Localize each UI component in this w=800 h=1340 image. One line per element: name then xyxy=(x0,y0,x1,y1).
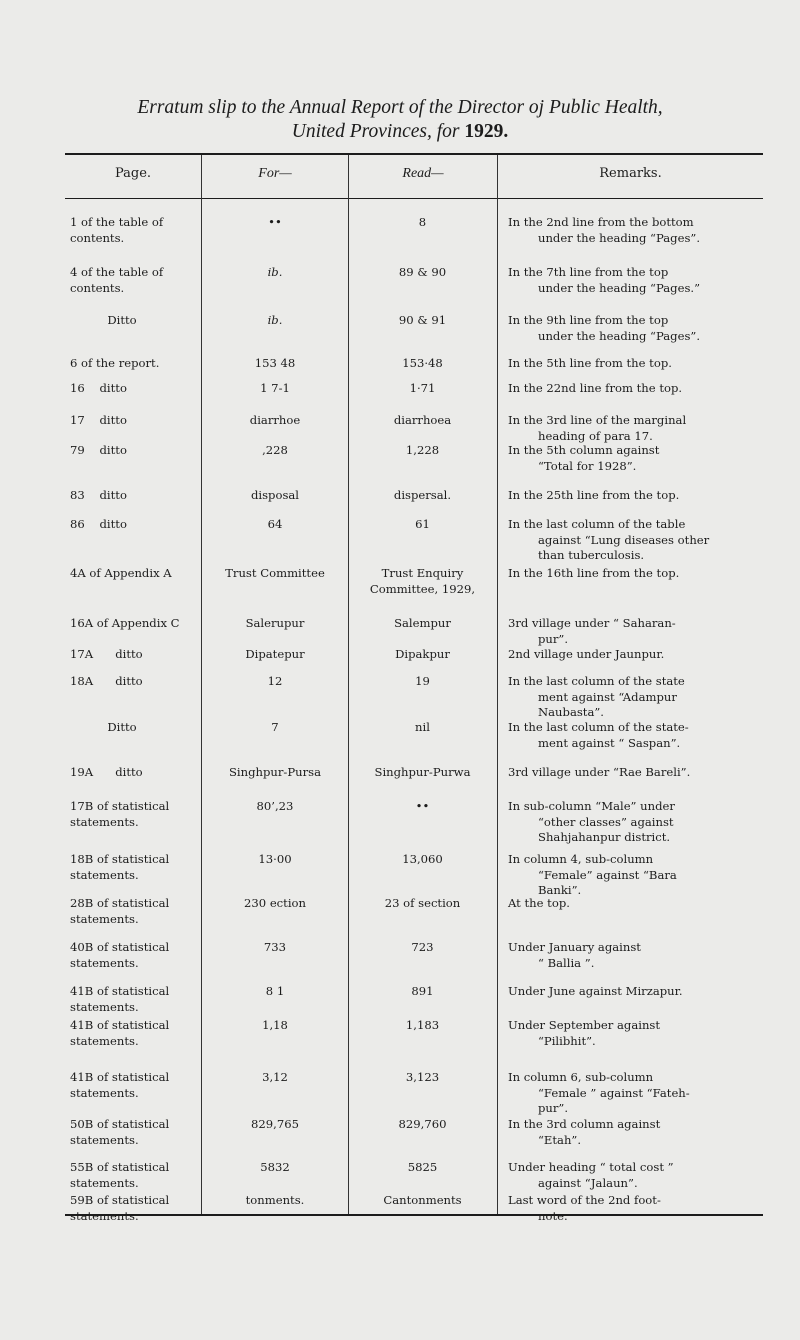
cell-remarks xyxy=(508,940,790,971)
cell-page-line: statements. xyxy=(70,1085,139,1100)
cell-for: Salerupur xyxy=(245,616,305,630)
cell-remarks xyxy=(508,265,790,296)
cell-page-line: 6 of the report. xyxy=(70,356,160,370)
cell-for: tonments. xyxy=(245,1193,305,1207)
header-page: Page. xyxy=(114,166,152,181)
cell-read xyxy=(355,265,490,281)
cell-page xyxy=(70,381,190,397)
cell-for: ib. xyxy=(267,265,283,279)
cell-read xyxy=(355,488,490,504)
cell-page xyxy=(70,984,190,1015)
cell-remarks-line: under the heading “Pages”. xyxy=(538,328,701,343)
cell-remarks-line: under the heading “Pages.” xyxy=(538,280,701,295)
cell-remarks xyxy=(508,215,790,246)
cell-remarks-line: Last word of the 2nd foot- xyxy=(508,1193,661,1207)
cell-for: Singhpur-Pursa xyxy=(228,765,322,779)
cell-for: 80’,23 xyxy=(256,799,294,813)
cell-page xyxy=(70,616,190,632)
cell-page-line: 4 of the table of xyxy=(70,265,164,279)
cell-remarks-line: Naubasta”. xyxy=(538,705,604,719)
cell-read-line: 19 xyxy=(415,674,430,688)
cell-page xyxy=(62,720,182,736)
cell-remarks-line: “Total for 1928”. xyxy=(538,458,637,473)
cell-page-line: 1 of the table of xyxy=(70,215,164,229)
cell-page xyxy=(70,674,190,690)
cell-page-line: 41B of statistical xyxy=(70,984,170,998)
cell-remarks-line: “other classes” against xyxy=(538,814,674,829)
cell-read xyxy=(355,215,490,231)
cell-remarks-line: pur”. xyxy=(538,631,569,646)
cell-page-line: statements. xyxy=(70,814,139,829)
cell-for: 3,12 xyxy=(262,1070,288,1084)
cell-remarks xyxy=(508,1117,790,1148)
cell-page xyxy=(70,765,190,781)
cell-remarks-line: “Female” against “Bara xyxy=(538,867,677,882)
cell-read-line: 89 & 90 xyxy=(398,265,447,279)
cell-page-line: 86 ditto xyxy=(70,517,127,531)
cell-page-line: 40B of statistical xyxy=(70,940,170,954)
cell-remarks-line: In the 3rd line of the marginal xyxy=(508,413,687,427)
cell-read-line: •• xyxy=(415,799,430,813)
cell-remarks-line: ment against “ Saspan”. xyxy=(538,735,681,750)
cell-for: 8 1 xyxy=(265,984,285,998)
cell-remarks-line: “Pilibhit”. xyxy=(538,1033,596,1048)
cell-remarks-line: At the top. xyxy=(508,896,570,910)
cell-page-line: 17 ditto xyxy=(70,413,127,427)
cell-read xyxy=(355,313,490,329)
cell-read xyxy=(355,381,490,397)
cell-read xyxy=(355,413,490,429)
cell-remarks-line: note. xyxy=(538,1208,568,1223)
cell-read-line: Singhpur-Purwa xyxy=(374,765,471,779)
cell-read xyxy=(355,356,490,372)
cell-page-line: 17B of statistical xyxy=(70,799,170,813)
cell-read xyxy=(355,1070,490,1086)
cell-page-line: 79 ditto xyxy=(70,443,127,457)
cell-for: diarrhoe xyxy=(249,413,301,427)
cell-remarks xyxy=(508,852,790,899)
cell-for: 1,18 xyxy=(262,1018,288,1032)
cell-remarks-line: Under June against Mirzapur. xyxy=(508,984,683,998)
cell-read-line: 3,123 xyxy=(405,1070,440,1084)
cell-page xyxy=(70,413,190,429)
cell-page-line: Ditto xyxy=(107,313,137,327)
cell-remarks-line: against “Jalaun”. xyxy=(538,1175,638,1190)
cell-remarks-line: In column 6, sub-column xyxy=(508,1070,654,1084)
cell-remarks xyxy=(508,984,790,1000)
cell-remarks-line: In the 25th line from the top. xyxy=(508,488,680,502)
cell-read xyxy=(355,852,490,868)
cell-remarks-line: In the 3rd column against xyxy=(508,1117,661,1131)
cell-remarks-line: Under September against xyxy=(508,1018,661,1032)
cell-read-line: 8 xyxy=(418,215,427,229)
cell-read xyxy=(355,566,490,597)
cell-remarks-line: 3rd village under “Rae Bareli”. xyxy=(508,765,691,779)
cell-page-line: 16A of Appendix C xyxy=(70,616,180,630)
cell-page xyxy=(70,215,190,246)
cell-page-line: 50B of statistical xyxy=(70,1117,170,1131)
cell-remarks-line: In the 22nd line from the top. xyxy=(508,381,683,395)
cell-read xyxy=(355,896,490,912)
cell-remarks xyxy=(508,443,790,474)
cell-remarks-line: Banki”. xyxy=(538,883,582,897)
cell-page xyxy=(70,799,190,830)
cell-remarks-line: heading of para 17. xyxy=(538,428,653,443)
cell-remarks-line: “ Ballia ”. xyxy=(538,955,595,970)
cell-remarks-line: under the heading “Pages”. xyxy=(538,230,701,245)
cell-read xyxy=(355,1193,490,1209)
cell-remarks-line: “Female ” against “Fateh- xyxy=(538,1085,690,1100)
cell-page xyxy=(70,1070,190,1101)
cell-remarks xyxy=(508,488,790,504)
cell-read-line: 1·71 xyxy=(409,381,436,395)
cell-page-line: 4A of Appendix A xyxy=(70,566,172,580)
cell-page-line: 18B of statistical xyxy=(70,852,170,866)
cell-remarks xyxy=(508,765,790,781)
cell-remarks-line: Under heading “ total cost ” xyxy=(508,1160,674,1174)
cell-page xyxy=(62,313,182,329)
cell-for: disposal xyxy=(250,488,300,502)
cell-remarks xyxy=(508,616,790,647)
cell-remarks-line: In the 2nd line from the bottom xyxy=(508,215,694,229)
cell-page-line: statements. xyxy=(70,911,139,926)
cell-read-line: 13,060 xyxy=(402,852,443,866)
cell-read-line: 5825 xyxy=(407,1160,438,1174)
title-year: 1929. xyxy=(464,121,509,142)
cell-remarks xyxy=(508,1193,790,1224)
cell-remarks-line: 3rd village under “ Saharan- xyxy=(508,616,676,630)
cell-remarks-line: Shahjahanpur district. xyxy=(538,830,671,844)
cell-page xyxy=(70,896,190,927)
cell-remarks xyxy=(508,1070,790,1117)
cell-for: •• xyxy=(268,215,282,229)
cell-remarks-line: In the 5th column against xyxy=(508,443,660,457)
cell-page-line: statements. xyxy=(70,1175,139,1190)
cell-read-line: nil xyxy=(415,720,430,734)
cell-for: 153 48 xyxy=(254,356,296,370)
cell-for: 5832 xyxy=(260,1160,290,1174)
cell-for: 733 xyxy=(263,940,287,954)
page-title xyxy=(0,96,800,144)
cell-remarks xyxy=(508,313,790,344)
cell-remarks xyxy=(508,896,790,912)
cell-page-line: statements. xyxy=(70,1132,139,1147)
cell-remarks xyxy=(508,647,790,663)
cell-page-line: 18A ditto xyxy=(70,674,143,688)
cell-remarks xyxy=(508,674,790,721)
cell-for: 230 ection xyxy=(244,896,306,910)
cell-read-line: 23 of section xyxy=(384,896,461,910)
cell-read xyxy=(355,443,490,459)
header-remarks: Remarks. xyxy=(599,166,662,181)
cell-page xyxy=(70,940,190,971)
cell-remarks-line: ment against “Adampur xyxy=(538,689,677,704)
cell-remarks xyxy=(508,1160,790,1191)
cell-read xyxy=(355,940,490,956)
cell-page xyxy=(70,566,190,582)
cell-page-line: contents. xyxy=(70,280,125,295)
cell-remarks-line: 2nd village under Jaunpur. xyxy=(508,647,665,661)
cell-page-line: 41B of statistical xyxy=(70,1018,170,1032)
cell-page-line: 16 ditto xyxy=(70,381,127,395)
cell-remarks-line: against “Lung diseases other xyxy=(538,532,710,547)
column-divider-3 xyxy=(497,155,498,1214)
cell-remarks xyxy=(508,413,790,444)
cell-page-line: 41B of statistical xyxy=(70,1070,170,1084)
cell-remarks-line: In the 16th line from the top. xyxy=(508,566,680,580)
cell-read-line: diarrhoea xyxy=(393,413,452,427)
title-line-2 xyxy=(0,120,800,144)
cell-read-line: 1,183 xyxy=(405,1018,440,1032)
cell-read xyxy=(355,674,490,690)
cell-for: 1 7-1 xyxy=(260,381,290,395)
cell-page-line: 28B of statistical xyxy=(70,896,170,910)
cell-read-line: Dipakpur xyxy=(395,647,450,661)
cell-read xyxy=(355,1117,490,1133)
cell-read xyxy=(355,517,490,533)
title-line-2-text: United Provinces, for xyxy=(291,121,460,142)
cell-remarks-line: In the 7th line from the top xyxy=(508,265,669,279)
cell-for: 64 xyxy=(267,517,283,531)
cell-for: ib. xyxy=(267,313,283,327)
cell-remarks xyxy=(508,1018,790,1049)
cell-remarks-line: Under January against xyxy=(508,940,641,954)
cell-for: 7 xyxy=(271,720,279,734)
cell-page-line: 59B of statistical xyxy=(70,1193,170,1207)
cell-page xyxy=(70,1193,190,1224)
cell-page-line: 83 ditto xyxy=(70,488,127,502)
cell-remarks-line: pur”. xyxy=(538,1101,569,1115)
title-line-1: Erratum slip to the Annual Report of the Director oj Public Health, xyxy=(137,97,663,118)
cell-read-line: 61 xyxy=(415,517,430,531)
cell-remarks-line: In the last column of the state xyxy=(508,674,685,688)
cell-page xyxy=(70,488,190,504)
cell-page xyxy=(70,1160,190,1191)
cell-read-line: Trust Enquiry xyxy=(381,566,464,580)
cell-for: Dipatepur xyxy=(245,647,305,661)
cell-read-line: dispersal. xyxy=(393,488,452,502)
cell-page xyxy=(70,852,190,883)
cell-page-line: contents. xyxy=(70,230,125,245)
cell-for: 12 xyxy=(267,674,283,688)
cell-remarks-line: In the last column of the table xyxy=(508,517,686,531)
cell-remarks xyxy=(508,356,790,372)
cell-read xyxy=(355,799,490,815)
cell-page xyxy=(70,1018,190,1049)
cell-page-line: statements. xyxy=(70,1033,139,1048)
cell-read xyxy=(355,720,490,736)
header-bottom-rule xyxy=(65,198,763,199)
cell-remarks-line: than tuberculosis. xyxy=(538,548,645,562)
cell-remarks xyxy=(508,720,790,751)
cell-remarks xyxy=(508,566,790,582)
cell-remarks-line: In the last column of the state- xyxy=(508,720,689,734)
cell-page-line: 55B of statistical xyxy=(70,1160,170,1174)
cell-page xyxy=(70,265,190,296)
cell-read-line: 829,760 xyxy=(398,1117,447,1131)
cell-remarks xyxy=(508,381,790,397)
header-for: For— xyxy=(258,166,292,181)
cell-remarks-line: In the 9th line from the top xyxy=(508,313,669,327)
cell-read-line: 723 xyxy=(411,940,434,954)
cell-remarks xyxy=(508,799,790,846)
cell-remarks-line: In sub-column “Male” under xyxy=(508,799,675,813)
cell-read xyxy=(355,1160,490,1176)
cell-read-line: 90 & 91 xyxy=(398,313,447,327)
cell-read-line: 891 xyxy=(411,984,434,998)
cell-page-line: Ditto xyxy=(107,720,137,734)
cell-remarks-line: In the 5th line from the top. xyxy=(508,356,672,370)
header-read: Read— xyxy=(402,166,444,181)
cell-for: 13·00 xyxy=(258,852,292,866)
cell-page xyxy=(70,443,190,459)
cell-read-line: Salempur xyxy=(394,616,451,630)
cell-read-line: 1,228 xyxy=(405,443,440,457)
cell-remarks-line: In column 4, sub-column xyxy=(508,852,654,866)
column-divider-1 xyxy=(201,155,202,1214)
cell-read xyxy=(355,984,490,1000)
cell-for: Trust Committee xyxy=(225,566,325,580)
cell-remarks xyxy=(508,517,790,564)
cell-page-line: statements. xyxy=(70,955,139,970)
cell-read xyxy=(355,1018,490,1034)
cell-page-line: statements. xyxy=(70,867,139,882)
table-top-rule xyxy=(65,153,763,155)
cell-page-line: 17A ditto xyxy=(70,647,143,661)
cell-read-line: Cantonments xyxy=(383,1193,462,1207)
cell-read xyxy=(355,765,490,781)
cell-for: 829,765 xyxy=(251,1117,299,1131)
cell-remarks-line: “Etah”. xyxy=(538,1132,582,1147)
cell-read xyxy=(355,647,490,663)
cell-for: ,228 xyxy=(262,443,288,457)
cell-page-line: statements. xyxy=(70,999,139,1014)
cell-page xyxy=(70,647,190,663)
cell-page xyxy=(70,517,190,533)
cell-page-line: 19A ditto xyxy=(70,765,143,779)
cell-read xyxy=(355,616,490,632)
cell-page xyxy=(70,1117,190,1148)
cell-read-line: Committee, 1929, xyxy=(369,581,476,596)
cell-read-line: 153·48 xyxy=(402,356,443,370)
cell-page xyxy=(70,356,190,372)
cell-page-line: statements. xyxy=(70,1208,139,1223)
column-divider-2 xyxy=(348,155,349,1214)
